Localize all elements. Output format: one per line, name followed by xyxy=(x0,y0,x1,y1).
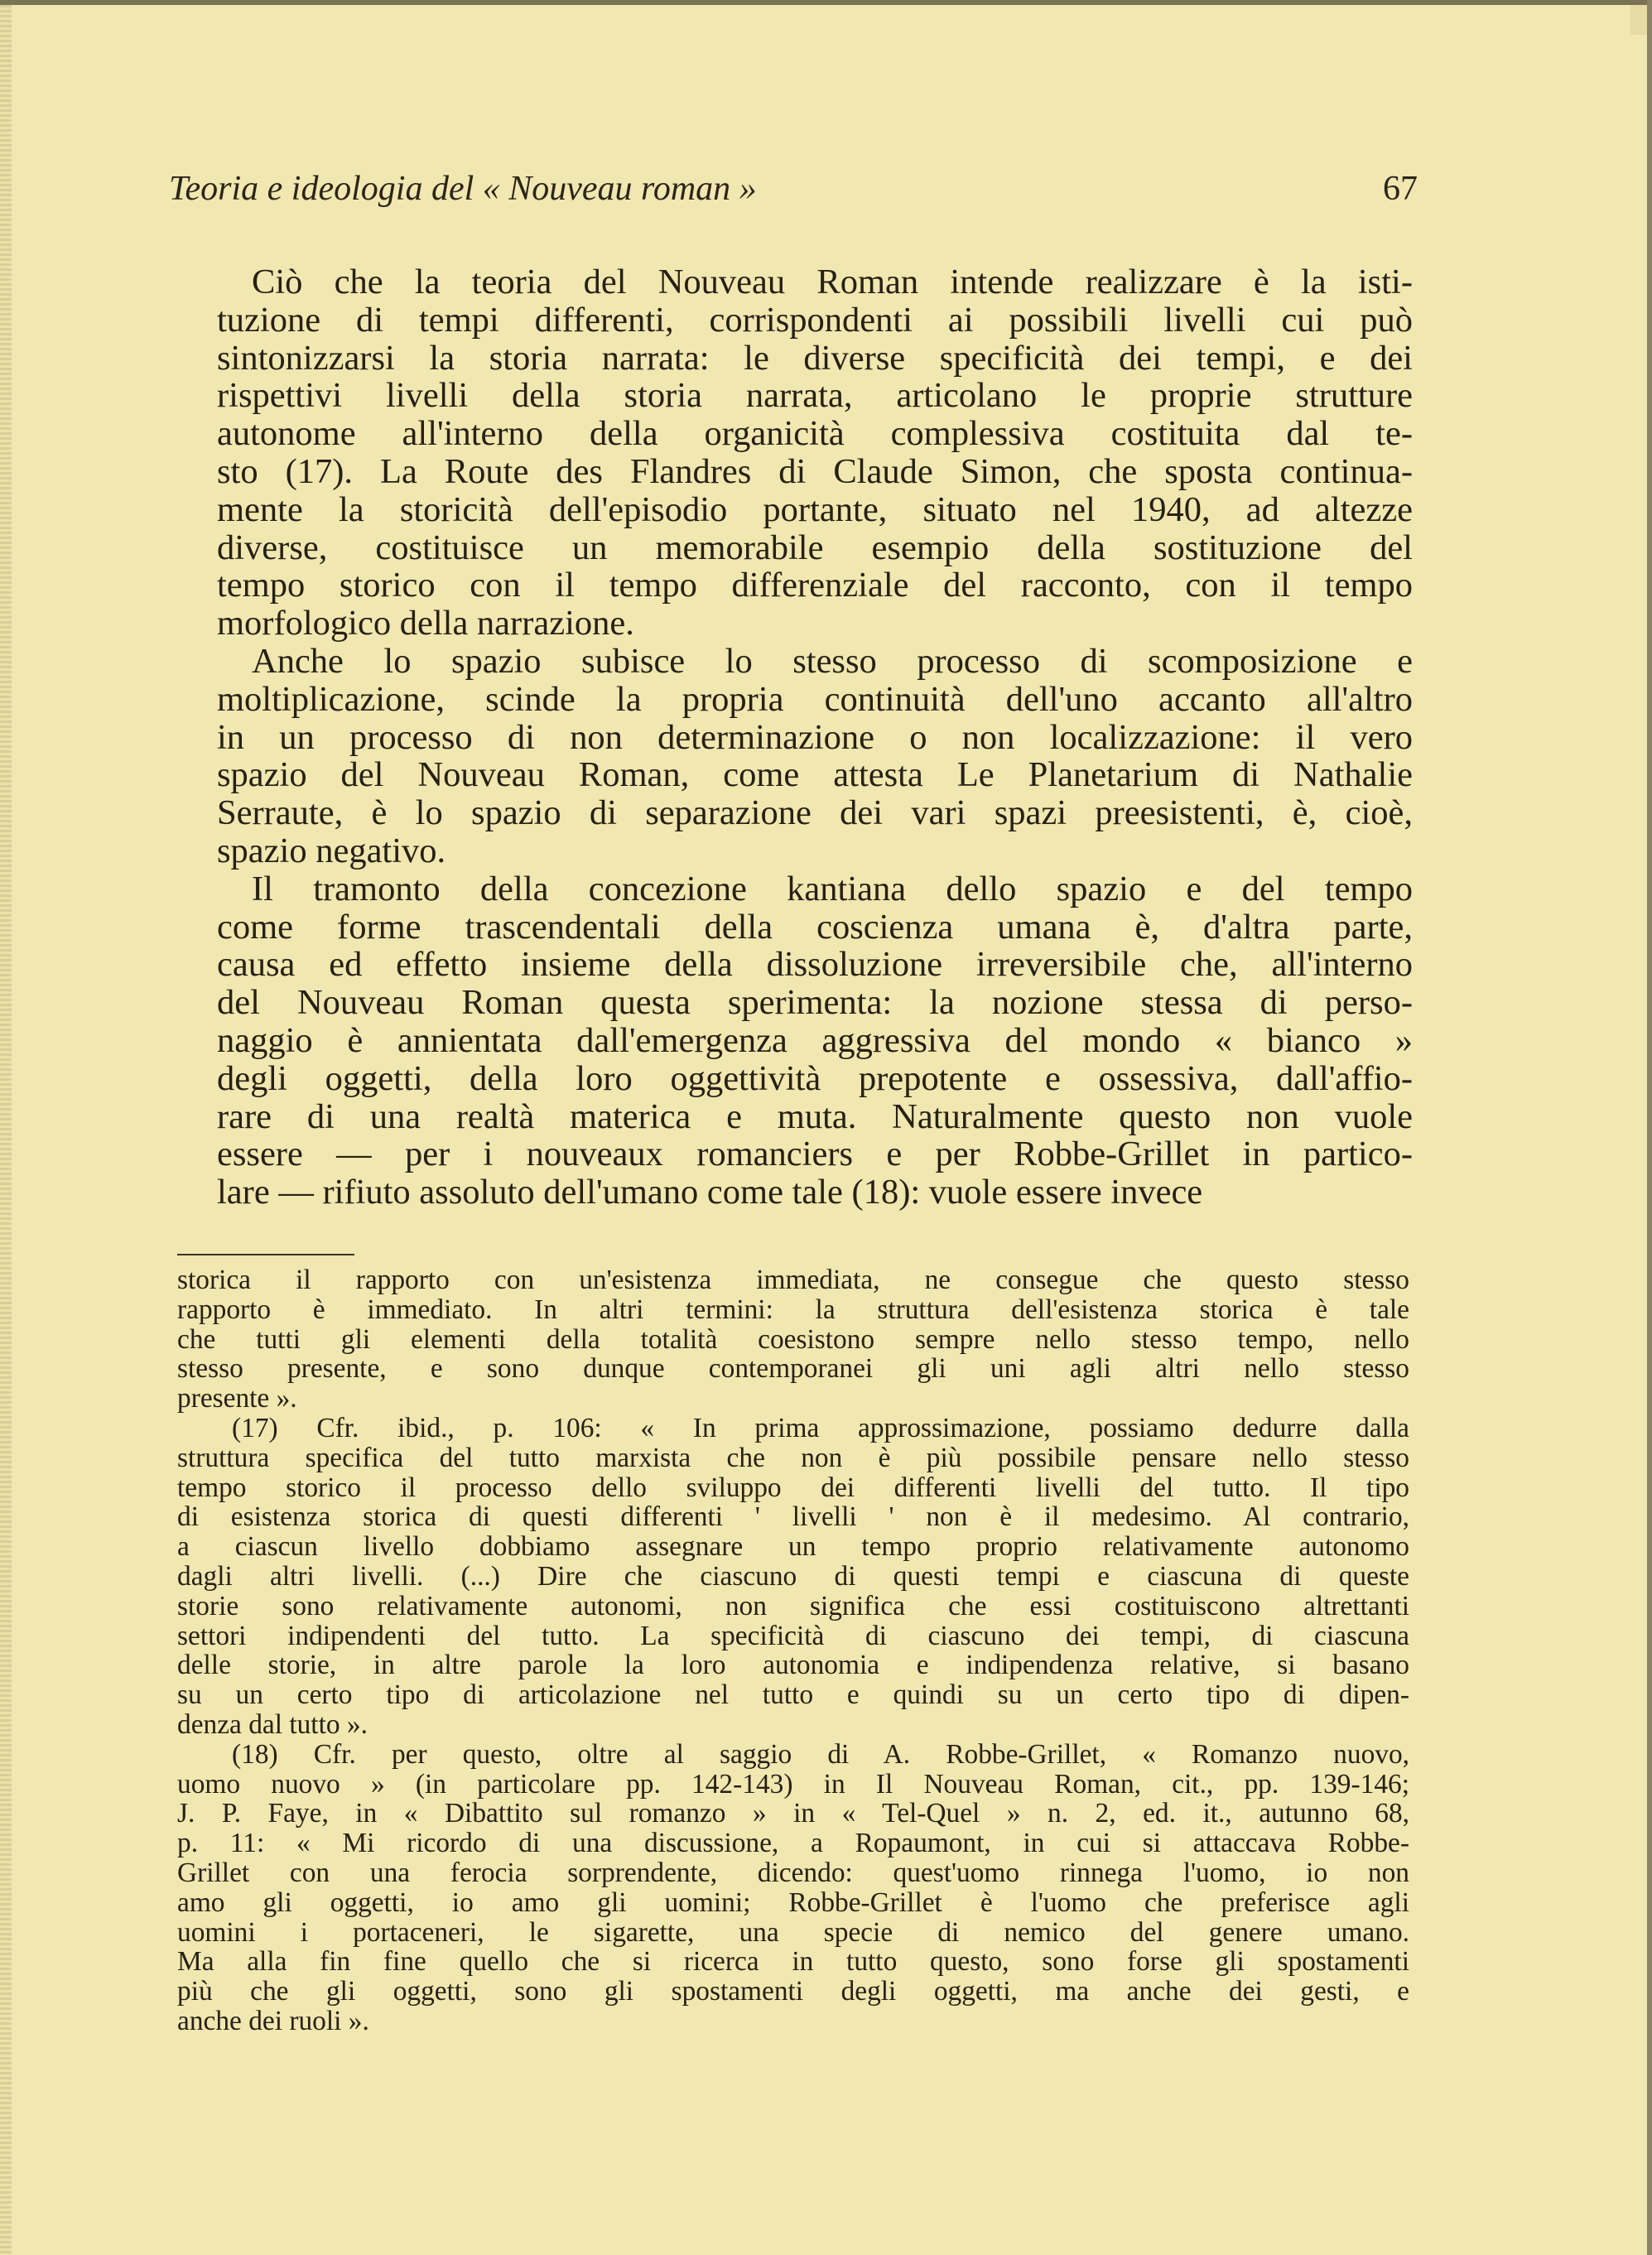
footnote-line: Grillet con una ferocia sorprendente, dicendo: quest'uomo rinnega l'uomo, io non xyxy=(177,1857,1409,1888)
body-line: del Nouveau Roman questa sperimenta: la nozione stessa di perso- xyxy=(217,983,1413,1023)
footnote-line: storica il rapporto con un'esistenza immediata, ne consegue che questo stesso xyxy=(177,1265,1409,1295)
page-edge-left xyxy=(0,0,12,2255)
footnote-line: denza dal tutto ». xyxy=(177,1708,368,1740)
footnote-line: dagli altri livelli. (...) Dire che ciascuno di questi tempi e ciascuna di queste xyxy=(177,1560,1409,1592)
body-line: degli oggetti, della loro oggettività prepotente e ossessiva, dall'affio- xyxy=(217,1058,1413,1098)
body-line: Il tramonto della concezione kantiana dello spazio e del tempo xyxy=(252,869,1413,908)
body-line: sto (17). La Route des Flandres di Claude Simon, che sposta continua- xyxy=(217,451,1413,491)
body-line: spazio negativo. xyxy=(217,831,446,870)
running-header xyxy=(169,166,1418,212)
footnote-line: presente ». xyxy=(177,1383,297,1414)
body-line: lare — rifiuto assoluto dell'umano come tale (18): vuole essere invece xyxy=(217,1173,1203,1212)
body-line: sintonizzarsi la storia narrata: le diverse specificità dei tempi, e dei xyxy=(217,338,1413,378)
footnote-line: che tutti gli elementi della totalità coesistono sempre nello stesso tempo, nello xyxy=(177,1323,1409,1355)
body-line: autonome all'interno della organicità complessiva costituita dal te- xyxy=(217,414,1413,454)
footnote-line: uomo nuovo » (in particolare pp. 142-143) in Il Nouveau Roman, cit., pp. 139-146; xyxy=(177,1768,1409,1800)
page-corner xyxy=(1630,5,1647,35)
body-line: naggio è annientata dall'emergenza aggressiva del mondo « bianco » xyxy=(217,1020,1413,1060)
body-line: mente la storicità dell'episodio portante, situato nel 1940, ad altezze xyxy=(217,489,1413,529)
body-line: rispettivi livelli della storia narrata, articolano le proprie strutture xyxy=(217,376,1413,416)
footnote-line: delle storie, in altre parole la loro autonomia e indipendenza relative, si basano xyxy=(177,1650,1409,1681)
body-line: morfologico della narrazione. xyxy=(217,604,634,643)
body-line: Anche lo spazio subisce lo stesso processo di scomposizione e xyxy=(252,641,1413,681)
running-title: Teoria e ideologia del « Nouveau roman » xyxy=(169,170,757,208)
footnotes xyxy=(177,1265,1409,2036)
body-line: diverse, costituisce un memorabile esempio della sostituzione del xyxy=(217,528,1413,567)
body-line: moltiplicazione, scinde la propria continuità dell'uno accanto all'altro xyxy=(217,679,1413,719)
body-line: Ciò che la teoria del Nouveau Roman intende realizzare è la isti- xyxy=(252,263,1413,301)
body-line: essere — per i nouveaux romanciers e per Robbe-Grillet in partico- xyxy=(217,1135,1413,1174)
footnote-line: uomini i portaceneri, le sigarette, una specie di nemico del genere umano. xyxy=(177,1916,1409,1948)
footnote-line: amo gli oggetti, io amo gli uomini; Robbe-Grillet è l'uomo che preferisce agli xyxy=(177,1886,1409,1918)
page-edge-top xyxy=(0,0,1652,5)
footnote-line: a ciascun livello dobbiamo assegnare un tempo proprio relativamente autonomo xyxy=(177,1531,1409,1563)
footnote-line: stesso presente, e sono dunque contemporanei gli uni agli altri nello stesso xyxy=(177,1353,1409,1385)
body-line: rare di una realtà materica e muta. Naturalmente questo non vuole xyxy=(217,1096,1413,1136)
footnote-separator xyxy=(177,1254,354,1255)
body-line: come forme trascendentali della coscienza umana è, d'altra parte, xyxy=(217,907,1413,947)
body-line: Serraute, è lo spazio di separazione dei vari spazi preesistenti, è, cioè, xyxy=(217,793,1413,833)
body-line: tempo storico con il tempo differenziale del racconto, con il tempo xyxy=(217,566,1413,605)
body-line: in un processo di non determinazione o non localizzazione: il vero xyxy=(217,717,1413,757)
footnote-line: (17) Cfr. ibid., p. 106: « In prima approssimazione, possiamo dedurre dalla xyxy=(232,1412,1409,1443)
footnote-line: struttura specifica del tutto marxista che non è più possibile pensare nello stesso xyxy=(177,1442,1409,1473)
main-text xyxy=(217,263,1413,1212)
footnote-line: Ma alla fin fine quello che si ricerca in tutto questo, sono forse gli spostamenti xyxy=(177,1946,1409,1978)
footnote-line: settori indipendenti del tutto. La specificità di ciascuno dei tempi, di ciascuna xyxy=(177,1620,1409,1651)
page-edge-right xyxy=(1647,0,1652,2255)
footnote-line: p. 11: « Mi ricordo di una discussione, a Ropaumont, in cui si attaccava Robbe- xyxy=(177,1828,1409,1859)
footnote-line: J. P. Faye, in « Dibattito sul romanzo » in « Tel-Quel » n. 2, ed. it., autunno 68, xyxy=(177,1798,1409,1829)
footnote-line: storie sono relativamente autonomi, non significa che essi costituiscono altrettanti xyxy=(177,1590,1409,1621)
footnote-line: anche dei ruoli ». xyxy=(177,2005,369,2036)
footnote-line: rapporto è immediato. In altri termini: la struttura dell'esistenza storica è tale xyxy=(177,1294,1409,1325)
footnote-line: di esistenza storica di questi differenti ' livelli ' non è il medesimo. Al contrario, xyxy=(177,1501,1409,1533)
footnote-line: più che gli oggetti, sono gli spostamenti degli oggetti, ma anche dei gesti, e xyxy=(177,1976,1409,2007)
page-number: 67 xyxy=(1383,170,1418,208)
footnote-line: su un certo tipo di articolazione nel tutto e quindi su un certo tipo di dipen- xyxy=(177,1679,1409,1711)
footnote-line: (18) Cfr. per questo, oltre al saggio di A. Robbe-Grillet, « Romanzo nuovo, xyxy=(232,1738,1409,1770)
body-line: spazio del Nouveau Roman, come attesta Le Planetarium di Nathalie xyxy=(217,755,1413,795)
footnote-line: tempo storico il processo dello sviluppo dei differenti livelli del tutto. Il tipo xyxy=(177,1472,1409,1503)
body-line: causa ed effetto insieme della dissoluzione irreversibile che, all'interno xyxy=(217,945,1413,985)
body-line: tuzione di tempi differenti, corrispondenti ai possibili livelli cui può xyxy=(217,300,1413,340)
